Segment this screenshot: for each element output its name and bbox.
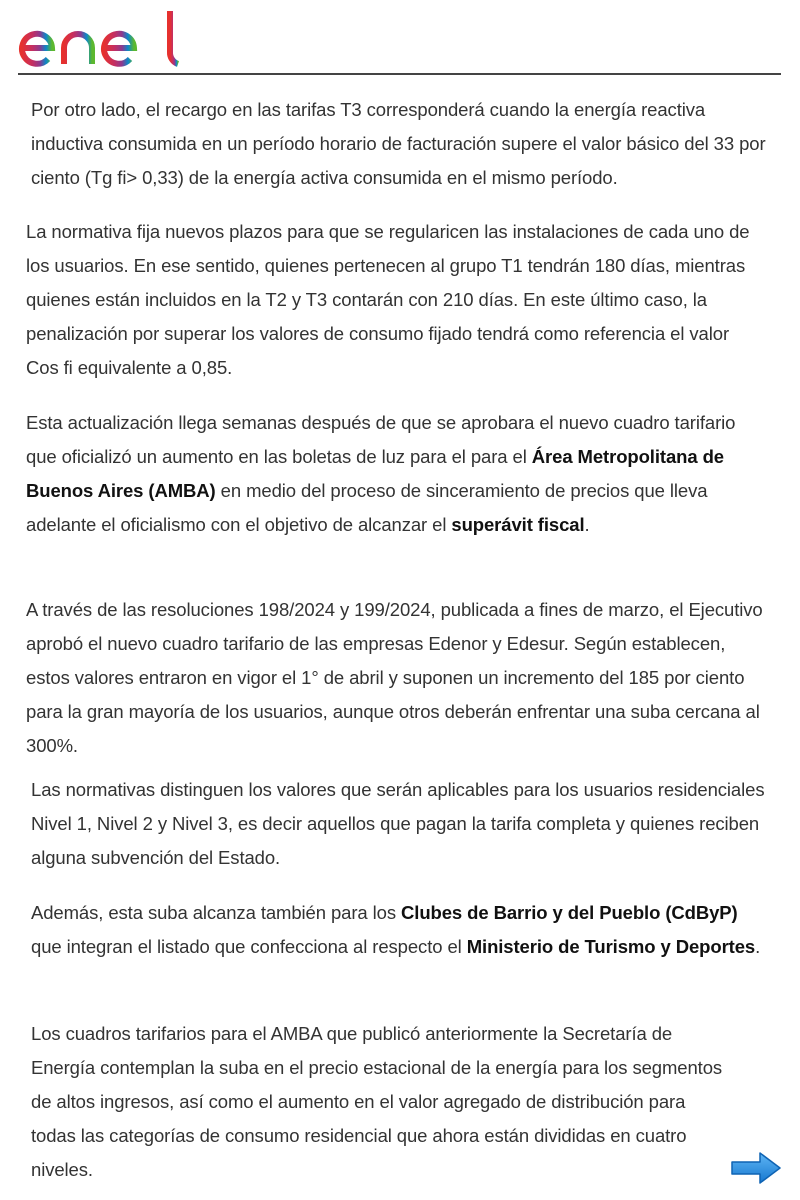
article-paragraph [26, 406, 766, 542]
bold-text: Ministerio de Turismo y Deportes [466, 936, 756, 957]
article-paragraph [31, 773, 771, 875]
text-run: A través de las resoluciones 198/2024 y 199/2024, publicada a fines de marzo, el Ejecutivo aprobó el nuevo cuadro tarifario de las empresas Edenor y Edesur. Según establecen, estos valores entraron en vigor el 1° de abril y suponen un incremento del 185 por ciento para la gran mayoría de los usuarios, aunque otros deberán enfrentar una suba cercana al 300%. [26, 599, 763, 756]
text-run: Esta actualización llega semanas después de que se aprobara el nuevo cuadro tarifario que oficializó un aumento en las boletas de luz para el para el [26, 412, 736, 467]
header-divider [18, 73, 781, 75]
article-paragraph [31, 896, 771, 964]
text-run: que integran el listado que confecciona al respecto el [31, 936, 467, 957]
bold-text: Área Metropolitana de Buenos Aires (AMBA) [26, 446, 724, 501]
text-run: La normativa fija nuevos plazos para que se regularicen las instalaciones de cada uno de los usuarios. En ese sentido, quienes pertenecen al grupo T1 tendrán 180 días, mientras quienes están incluidos en la T2 y T3 contarán con 210 días. En este último caso, la penalización por superar los valores de consumo fijado tendrá como referencia el valor Cos fi equivalente a 0,85. [26, 221, 750, 378]
article-paragraph [26, 593, 768, 763]
text-run: Las normativas distinguen los valores que serán aplicables para los usuarios residenciales Nivel 1, Nivel 2 y Nivel 3, es decir aquellos que pagan la tarifa completa y quienes reciben alguna subvención del Estado. [31, 779, 765, 868]
page-header [0, 0, 800, 76]
text-run: Los cuadros tarifarios para el AMBA que publicó anteriormente la Secretaría de Energía contemplan la suba en el precio estacional de la energía para los segmentos de altos ingresos, así como el aumento en el valor agregado de distribución para todas las categorías de consumo residencial que ahora están divididas en cuatro niveles. [31, 1023, 723, 1180]
article-paragraph [31, 1017, 731, 1187]
text-run: . [755, 936, 761, 957]
right-arrow-icon[interactable] [730, 1150, 782, 1186]
bold-text: superávit fiscal [451, 514, 585, 535]
article-paragraph [26, 215, 766, 385]
text-run: Además, esta suba alcanza también para los [31, 902, 402, 923]
text-run: en medio del proceso de sinceramiento de precios que lleva adelante el oficialismo con el objetivo de alcanzar el [26, 480, 708, 535]
bold-text: Clubes de Barrio y del Pueblo (CdByP) [401, 902, 738, 923]
text-run: Por otro lado, el recargo en las tarifas T3 corresponderá cuando la energía reactiva inductiva consumida en un período horario de facturación supere el valor básico del 33 por ciento (Tg fi> 0,33) de la energía activa consumida en el mismo período. [31, 99, 766, 188]
text-run: . [584, 514, 590, 535]
article-paragraph [31, 93, 771, 195]
enel-logo[interactable] [18, 8, 180, 68]
